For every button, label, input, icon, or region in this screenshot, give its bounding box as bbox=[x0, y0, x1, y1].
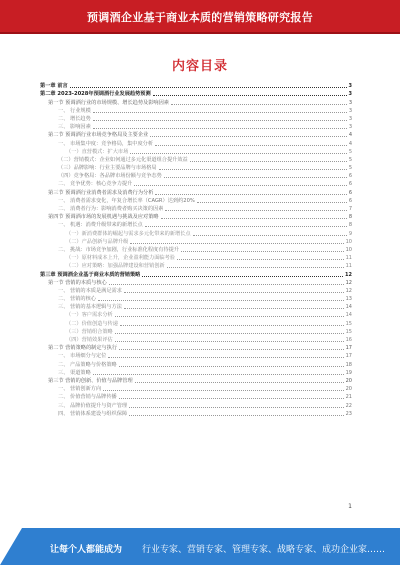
toc-entry-page: 4 bbox=[348, 140, 352, 147]
toc-entry[interactable] bbox=[40, 123, 352, 131]
toc-entry[interactable] bbox=[40, 221, 352, 229]
toc-entry[interactable] bbox=[40, 115, 352, 123]
toc-entry[interactable] bbox=[40, 385, 352, 393]
toc-leader-dots bbox=[165, 209, 346, 211]
toc-entry-page: 19 bbox=[345, 369, 352, 376]
toc-leader-dots bbox=[115, 340, 344, 342]
toc-entry-page: 6 bbox=[348, 197, 352, 204]
toc-leader-dots bbox=[93, 119, 347, 121]
toc-entry-label: 第一章 前言 bbox=[40, 83, 68, 90]
toc-entry-label: 第四节 预调酒市场的发展机遇与挑战及应对策略 bbox=[48, 214, 159, 221]
toc-entry-label: （二）产品创新与品牌升级 bbox=[66, 238, 129, 245]
toc-entry-page: 17 bbox=[345, 353, 352, 360]
toc-leader-dots bbox=[108, 356, 343, 358]
toc-entry-page: 14 bbox=[345, 312, 352, 319]
toc-entry[interactable] bbox=[40, 131, 352, 139]
toc-leader-dots bbox=[119, 365, 344, 367]
toc-entry-label: （二）营销模式：企业如何通过多元化渠道组合提升效益 bbox=[58, 156, 188, 163]
toc-entry-page: 6 bbox=[348, 189, 352, 196]
toc-entry-page: 5 bbox=[348, 165, 352, 172]
toc-entry[interactable] bbox=[40, 295, 352, 303]
toc-entry[interactable] bbox=[40, 352, 352, 360]
toc-entry-label: （一）原材料成本上升，企业盈利能力面临考验 bbox=[66, 255, 175, 262]
toc-entry-page: 3 bbox=[348, 124, 352, 131]
toc-leader-dots bbox=[171, 103, 347, 105]
toc-entry-page: 23 bbox=[345, 410, 352, 417]
toc-entry[interactable] bbox=[40, 90, 352, 98]
toc-entry-page: 22 bbox=[345, 402, 352, 409]
toc-entry-page: 3 bbox=[348, 83, 352, 90]
toc-entry[interactable] bbox=[40, 360, 352, 368]
toc-entry-label: （二）应对策略：加强品牌建设和营销创新 bbox=[66, 263, 165, 270]
toc-leader-dots bbox=[119, 348, 344, 350]
toc-entry-label: 二、 挑战：市场竞争加剧，行业标准化程度有待提升 bbox=[58, 246, 179, 253]
toc-leader-dots bbox=[115, 315, 344, 317]
toc-entry-label: 四、 营销体系建设与组织保障 bbox=[58, 410, 128, 417]
toc-entry-page: 15 bbox=[345, 320, 352, 327]
toc-entry-label: 第二节 预调酒行业市场竞争格局及主要企业 bbox=[48, 132, 149, 139]
toc-entry[interactable] bbox=[40, 328, 352, 336]
footer-banner bbox=[0, 528, 400, 565]
toc-leader-dots bbox=[129, 406, 344, 408]
toc-entry-page: 8 bbox=[348, 222, 352, 229]
toc-leader-dots bbox=[109, 283, 344, 285]
toc-entry-page: 14 bbox=[345, 304, 352, 311]
toc-leader-dots bbox=[197, 201, 347, 203]
toc-entry[interactable] bbox=[40, 172, 352, 180]
toc-entry-label: （一）直营模式：扩大市场 bbox=[66, 148, 129, 155]
toc-entry-label: 二、 消费者行为：影响消费者购买决策的因素 bbox=[58, 206, 164, 212]
toc-leader-dots bbox=[129, 414, 344, 416]
toc-entry-page: 9 bbox=[348, 230, 352, 237]
toc-leader-dots bbox=[164, 176, 347, 178]
toc-entry[interactable] bbox=[40, 377, 352, 385]
toc-leader-dots bbox=[70, 86, 347, 88]
footer-corner-decoration bbox=[0, 528, 22, 565]
toc-entry-page: 20 bbox=[345, 386, 352, 393]
toc-entry-page: 12 bbox=[345, 279, 352, 286]
toc-entry-label: 第三节 预调酒行业消费者需求及消费行为分析 bbox=[48, 189, 154, 196]
toc-entry-page: 3 bbox=[348, 99, 352, 106]
toc-entry-label: 一、 市场集中度：竞争格局，集中度分析 bbox=[58, 140, 154, 147]
toc-leader-dots bbox=[159, 168, 347, 170]
toc-leader-dots bbox=[193, 234, 347, 236]
toc-entry[interactable] bbox=[40, 213, 352, 221]
toc-leader-dots bbox=[98, 299, 344, 301]
toc-leader-dots bbox=[150, 135, 347, 137]
toc-entry[interactable] bbox=[40, 254, 352, 262]
table-of-contents bbox=[40, 82, 352, 418]
toc-entry[interactable] bbox=[40, 336, 352, 344]
toc-entry[interactable] bbox=[40, 238, 352, 246]
toc-leader-dots bbox=[115, 332, 344, 334]
toc-entry[interactable] bbox=[40, 98, 352, 106]
toc-entry-page: 10 bbox=[345, 238, 352, 245]
toc-entry-page: 3 bbox=[348, 91, 352, 98]
page-number: 1 bbox=[348, 503, 352, 510]
toc-entry-page: 3 bbox=[348, 115, 352, 122]
toc-leader-dots bbox=[155, 193, 346, 195]
toc-leader-dots bbox=[161, 217, 347, 219]
toc-entry-label: 二、 价值营销与品牌传播 bbox=[58, 394, 117, 401]
toc-entry-label: 一、 消费者需求变化，年复合增长率（CAGR）达到约20% bbox=[58, 197, 195, 204]
toc-entry[interactable] bbox=[40, 279, 352, 287]
toc-entry-page: 6 bbox=[348, 181, 352, 188]
toc-entry-label: （一）新消费群体的崛起与需求多元化带来的新增长点 bbox=[66, 230, 191, 237]
toc-entry-label: 第一节 营销的本质与核心 bbox=[48, 279, 107, 286]
toc-entry-page: 6 bbox=[348, 173, 352, 180]
toc-entry[interactable] bbox=[40, 139, 352, 147]
toc-entry-page: 16 bbox=[345, 337, 352, 343]
header-divider bbox=[0, 32, 400, 34]
toc-entry-label: （三）品牌影响：行业主要品牌与市场格局 bbox=[58, 165, 157, 172]
toc-leader-dots bbox=[93, 111, 347, 113]
toc-entry[interactable] bbox=[40, 107, 352, 115]
toc-entry[interactable] bbox=[40, 148, 352, 156]
toc-leader-dots bbox=[124, 307, 344, 309]
toc-entry-label: 一、 机遇：消费升级带来的新增长点 bbox=[58, 222, 143, 229]
toc-entry-page: 17 bbox=[345, 345, 352, 352]
toc-entry-page: 5 bbox=[348, 156, 352, 163]
toc-entry-label: 第二章 2023-2028年预调酒行业发展趋势预测 bbox=[40, 91, 151, 98]
toc-entry[interactable] bbox=[40, 369, 352, 377]
toc-leader-dots bbox=[120, 324, 344, 326]
toc-entry-label: （四）竞争格局：各品牌市场份额与竞争态势 bbox=[58, 173, 162, 180]
toc-leader-dots bbox=[142, 275, 343, 277]
toc-entry[interactable] bbox=[40, 410, 352, 418]
toc-leader-dots bbox=[103, 389, 343, 391]
toc-entry-page: 21 bbox=[345, 394, 352, 401]
toc-leader-dots bbox=[155, 144, 347, 146]
toc-leader-dots bbox=[93, 127, 347, 129]
footer-slogan-lead: 让每个人都能成为 bbox=[50, 545, 123, 555]
toc-leader-dots bbox=[119, 397, 344, 399]
toc-entry[interactable] bbox=[40, 180, 352, 188]
toc-leader-dots bbox=[177, 258, 344, 260]
toc-entry-label: （三）营销组合策略 bbox=[66, 328, 113, 335]
toc-entry-page: 11 bbox=[345, 263, 352, 270]
toc-entry-label: （四）营销效果评估 bbox=[66, 337, 113, 343]
toc-entry[interactable] bbox=[40, 303, 352, 311]
toc-entry-label: 二、 增长趋势 bbox=[58, 115, 91, 122]
toc-entry-page: 8 bbox=[348, 214, 352, 221]
toc-entry-label: 一、 营销的本质是满足需求 bbox=[58, 287, 122, 294]
toc-entry[interactable] bbox=[40, 287, 352, 295]
toc-entry-label: 第二节 营销策略的制定与执行 bbox=[48, 345, 118, 352]
footer-slogan-roles: 行业专家、营销专家、管理专家、战略专家、成功企业家…… bbox=[142, 545, 386, 555]
toc-entry-page: 3 bbox=[348, 107, 352, 114]
toc-entry-label: 第三节 营销的创新、价值与品牌管理 bbox=[48, 377, 133, 384]
toc-entry[interactable] bbox=[40, 344, 352, 352]
toc-leader-dots bbox=[124, 291, 344, 293]
report-title: 预调酒企业基于商业本质的营销策略研究报告 bbox=[87, 11, 313, 24]
toc-entry[interactable] bbox=[40, 262, 352, 270]
toc-entry-label: 三、 营销的基本逻辑与方法 bbox=[58, 304, 122, 311]
toc-entry[interactable] bbox=[40, 393, 352, 401]
toc-leader-dots bbox=[93, 373, 344, 375]
toc-leader-dots bbox=[190, 160, 347, 162]
toc-entry-page: 11 bbox=[345, 255, 352, 262]
toc-entry-label: 一、 市场细分与定位 bbox=[58, 353, 107, 360]
toc-entry-page: 18 bbox=[345, 361, 352, 368]
toc-leader-dots bbox=[167, 266, 344, 268]
toc-entry-label: 二、 营销的核心 bbox=[58, 296, 96, 303]
toc-leader-dots bbox=[130, 242, 343, 244]
toc-leader-dots bbox=[134, 184, 347, 186]
toc-entry-label: 第一节 预调酒行业的市场规模、增长趋势及影响因素 bbox=[48, 99, 169, 106]
toc-entry-label: 三、 品牌价值提升与资产管理 bbox=[58, 402, 128, 409]
header-banner bbox=[0, 0, 400, 34]
toc-entry-page: 15 bbox=[345, 328, 352, 335]
toc-entry[interactable] bbox=[40, 319, 352, 327]
toc-entry[interactable] bbox=[40, 311, 352, 319]
toc-entry-label: 一、 营销创新方向 bbox=[58, 386, 102, 393]
toc-entry-label: 二、 产品策略与价格策略 bbox=[58, 361, 117, 368]
toc-entry-label: 三、 影响因素 bbox=[58, 124, 91, 131]
toc-entry-page: 12 bbox=[345, 287, 352, 294]
toc-leader-dots bbox=[153, 94, 347, 96]
toc-entry-label: 二、 竞争优势：核心竞争力提升 bbox=[58, 181, 133, 188]
toc-entry-label: （二）价值创造与传递 bbox=[66, 320, 118, 327]
toc-entry[interactable] bbox=[40, 246, 352, 254]
toc-entry-page: 20 bbox=[345, 377, 352, 384]
toc-entry-page: 13 bbox=[345, 296, 352, 303]
toc-entry-label: 一、 行业规模 bbox=[58, 107, 91, 114]
toc-leader-dots bbox=[135, 381, 344, 383]
toc-entry[interactable] bbox=[40, 229, 352, 237]
toc-entry[interactable] bbox=[40, 205, 352, 213]
toc-entry-page: 7 bbox=[348, 206, 352, 212]
toc-entry[interactable] bbox=[40, 188, 352, 196]
toc-entry[interactable] bbox=[40, 270, 352, 278]
toc-leader-dots bbox=[181, 250, 344, 252]
toc-entry-label: （一）客户需求分析 bbox=[66, 312, 113, 319]
toc-entry[interactable] bbox=[40, 197, 352, 205]
toc-entry-page: 5 bbox=[348, 148, 352, 155]
toc-entry[interactable] bbox=[40, 156, 352, 164]
toc-entry[interactable] bbox=[40, 164, 352, 172]
toc-entry-label: 三、 渠道策略 bbox=[58, 369, 91, 376]
toc-leader-dots bbox=[130, 152, 347, 154]
toc-entry[interactable] bbox=[40, 401, 352, 409]
footer-slogan bbox=[50, 542, 385, 555]
toc-entry-page: 12 bbox=[345, 271, 352, 278]
toc-entry[interactable] bbox=[40, 82, 352, 90]
toc-entry-label: 第三章 预调酒企业基于商业本质的营销策略 bbox=[40, 271, 141, 278]
toc-entry-page: 4 bbox=[348, 132, 352, 139]
toc-entry-page: 10 bbox=[345, 246, 352, 253]
toc-leader-dots bbox=[145, 225, 347, 227]
toc-heading: 内容目录 bbox=[171, 59, 228, 74]
